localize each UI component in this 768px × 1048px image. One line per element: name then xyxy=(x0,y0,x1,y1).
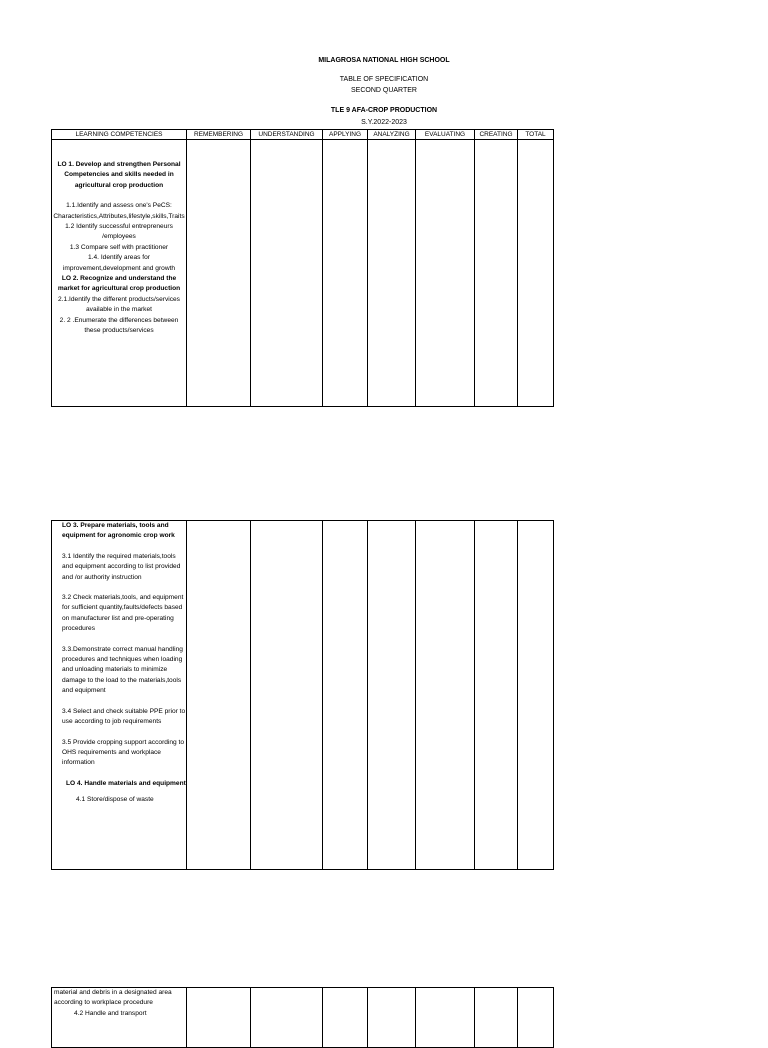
column-header: REMEMBERING xyxy=(187,130,251,140)
column-header: ANALYZING xyxy=(368,130,416,140)
understanding-cell xyxy=(251,521,323,870)
lo4-title: LO 4. Handle materials and equipment xyxy=(66,779,186,787)
table-row xyxy=(52,521,554,870)
creating-cell xyxy=(475,988,518,1048)
column-header: APPLYING xyxy=(323,130,368,140)
competency-item: 1.3 Compare self with practitioner xyxy=(69,243,169,251)
creating-cell xyxy=(475,140,518,407)
competency-cell xyxy=(52,988,187,1048)
column-header: UNDERSTANDING xyxy=(251,130,323,140)
column-header: TOTAL xyxy=(518,130,554,140)
competency-item: 4.1 Store/dispose of waste xyxy=(76,796,154,804)
quarter-label: SECOND QUARTER xyxy=(351,87,417,94)
total-cell xyxy=(518,521,554,870)
competency-item: material and debris in a designated area according to workplace procedure xyxy=(54,989,172,1007)
evaluating-cell xyxy=(416,140,475,407)
understanding-cell xyxy=(251,140,323,407)
table-row xyxy=(52,988,554,1048)
lo1-title: LO 1. Develop and strengthen Personal Competencies and skills needed in agricultural crop production xyxy=(57,161,181,189)
specification-table-page3 xyxy=(51,987,554,1048)
lo2-title: LO 2. Recognize and understand the market for agricultural crop production xyxy=(57,275,181,293)
total-cell xyxy=(518,988,554,1048)
understanding-cell xyxy=(251,988,323,1048)
document-title: TABLE OF SPECIFICATION xyxy=(339,76,429,83)
applying-cell xyxy=(323,140,368,407)
competency-cell xyxy=(52,521,187,870)
competency-item: 3.4 Select and check suitable PPE prior to use according to job requirements xyxy=(62,707,186,726)
analyzing-cell xyxy=(368,988,416,1048)
competency-item: 1.2 Identify successful entrepreneurs /employees xyxy=(65,223,173,241)
column-header: EVALUATING xyxy=(416,130,475,140)
creating-cell xyxy=(475,521,518,870)
column-header: CREATING xyxy=(475,130,518,140)
evaluating-cell xyxy=(416,988,475,1048)
subject-title: TLE 9 AFA-CROP PRODUCTION xyxy=(330,107,438,114)
competency-item: 1.4. Identify areas for improvement,development and growth xyxy=(62,254,176,272)
applying-cell xyxy=(323,988,368,1048)
specification-table-page1 xyxy=(51,129,554,407)
competency-item: 3.5 Provide cropping support according to OHS requirements and workplace information xyxy=(62,738,185,767)
remembering-cell xyxy=(187,988,251,1048)
evaluating-cell xyxy=(416,521,475,870)
competency-item: 2. 2 .Enumerate the differences between these products/services xyxy=(59,316,179,335)
lo3-title: LO 3. Prepare materials, tools and equipment for agronomic crop work xyxy=(62,522,175,540)
column-header: LEARNING COMPETENCIES xyxy=(52,130,187,140)
competency-item: 3.3.Demonstrate correct manual handling procedures and techniques when loading and unloading materials to minimize damage to the load to the materials,tools and equipment xyxy=(62,645,183,695)
competency-item: 4.2 Handle and transport xyxy=(74,1009,147,1017)
table-header-row xyxy=(52,130,554,140)
table-row xyxy=(52,140,554,407)
specification-table-page2 xyxy=(51,520,554,870)
remembering-cell xyxy=(187,140,251,407)
school-year: S.Y.2022-2023 xyxy=(361,119,407,126)
total-cell xyxy=(518,140,554,407)
competency-item: 1.1.Identify and assess one's PeCS: Characteristics,Attributes,lifestyle,skills,Traits xyxy=(53,202,185,220)
analyzing-cell xyxy=(368,521,416,870)
competency-item: 3.1 Identify the required materials,tools and equipment according to list provided and /or authority instruction xyxy=(62,552,181,581)
school-name: MILAGROSA NATIONAL HIGH SCHOOL xyxy=(318,57,450,64)
remembering-cell xyxy=(187,521,251,870)
applying-cell xyxy=(323,521,368,870)
competency-item: 3.2 Check materials,tools, and equipment for sufficient quantity,faults/defects based on manufacturer list and pre-operating procedures xyxy=(62,594,184,633)
analyzing-cell xyxy=(368,140,416,407)
competency-cell xyxy=(52,140,187,407)
competency-item: 2.1.Identify the different products/services available in the market xyxy=(58,295,180,314)
